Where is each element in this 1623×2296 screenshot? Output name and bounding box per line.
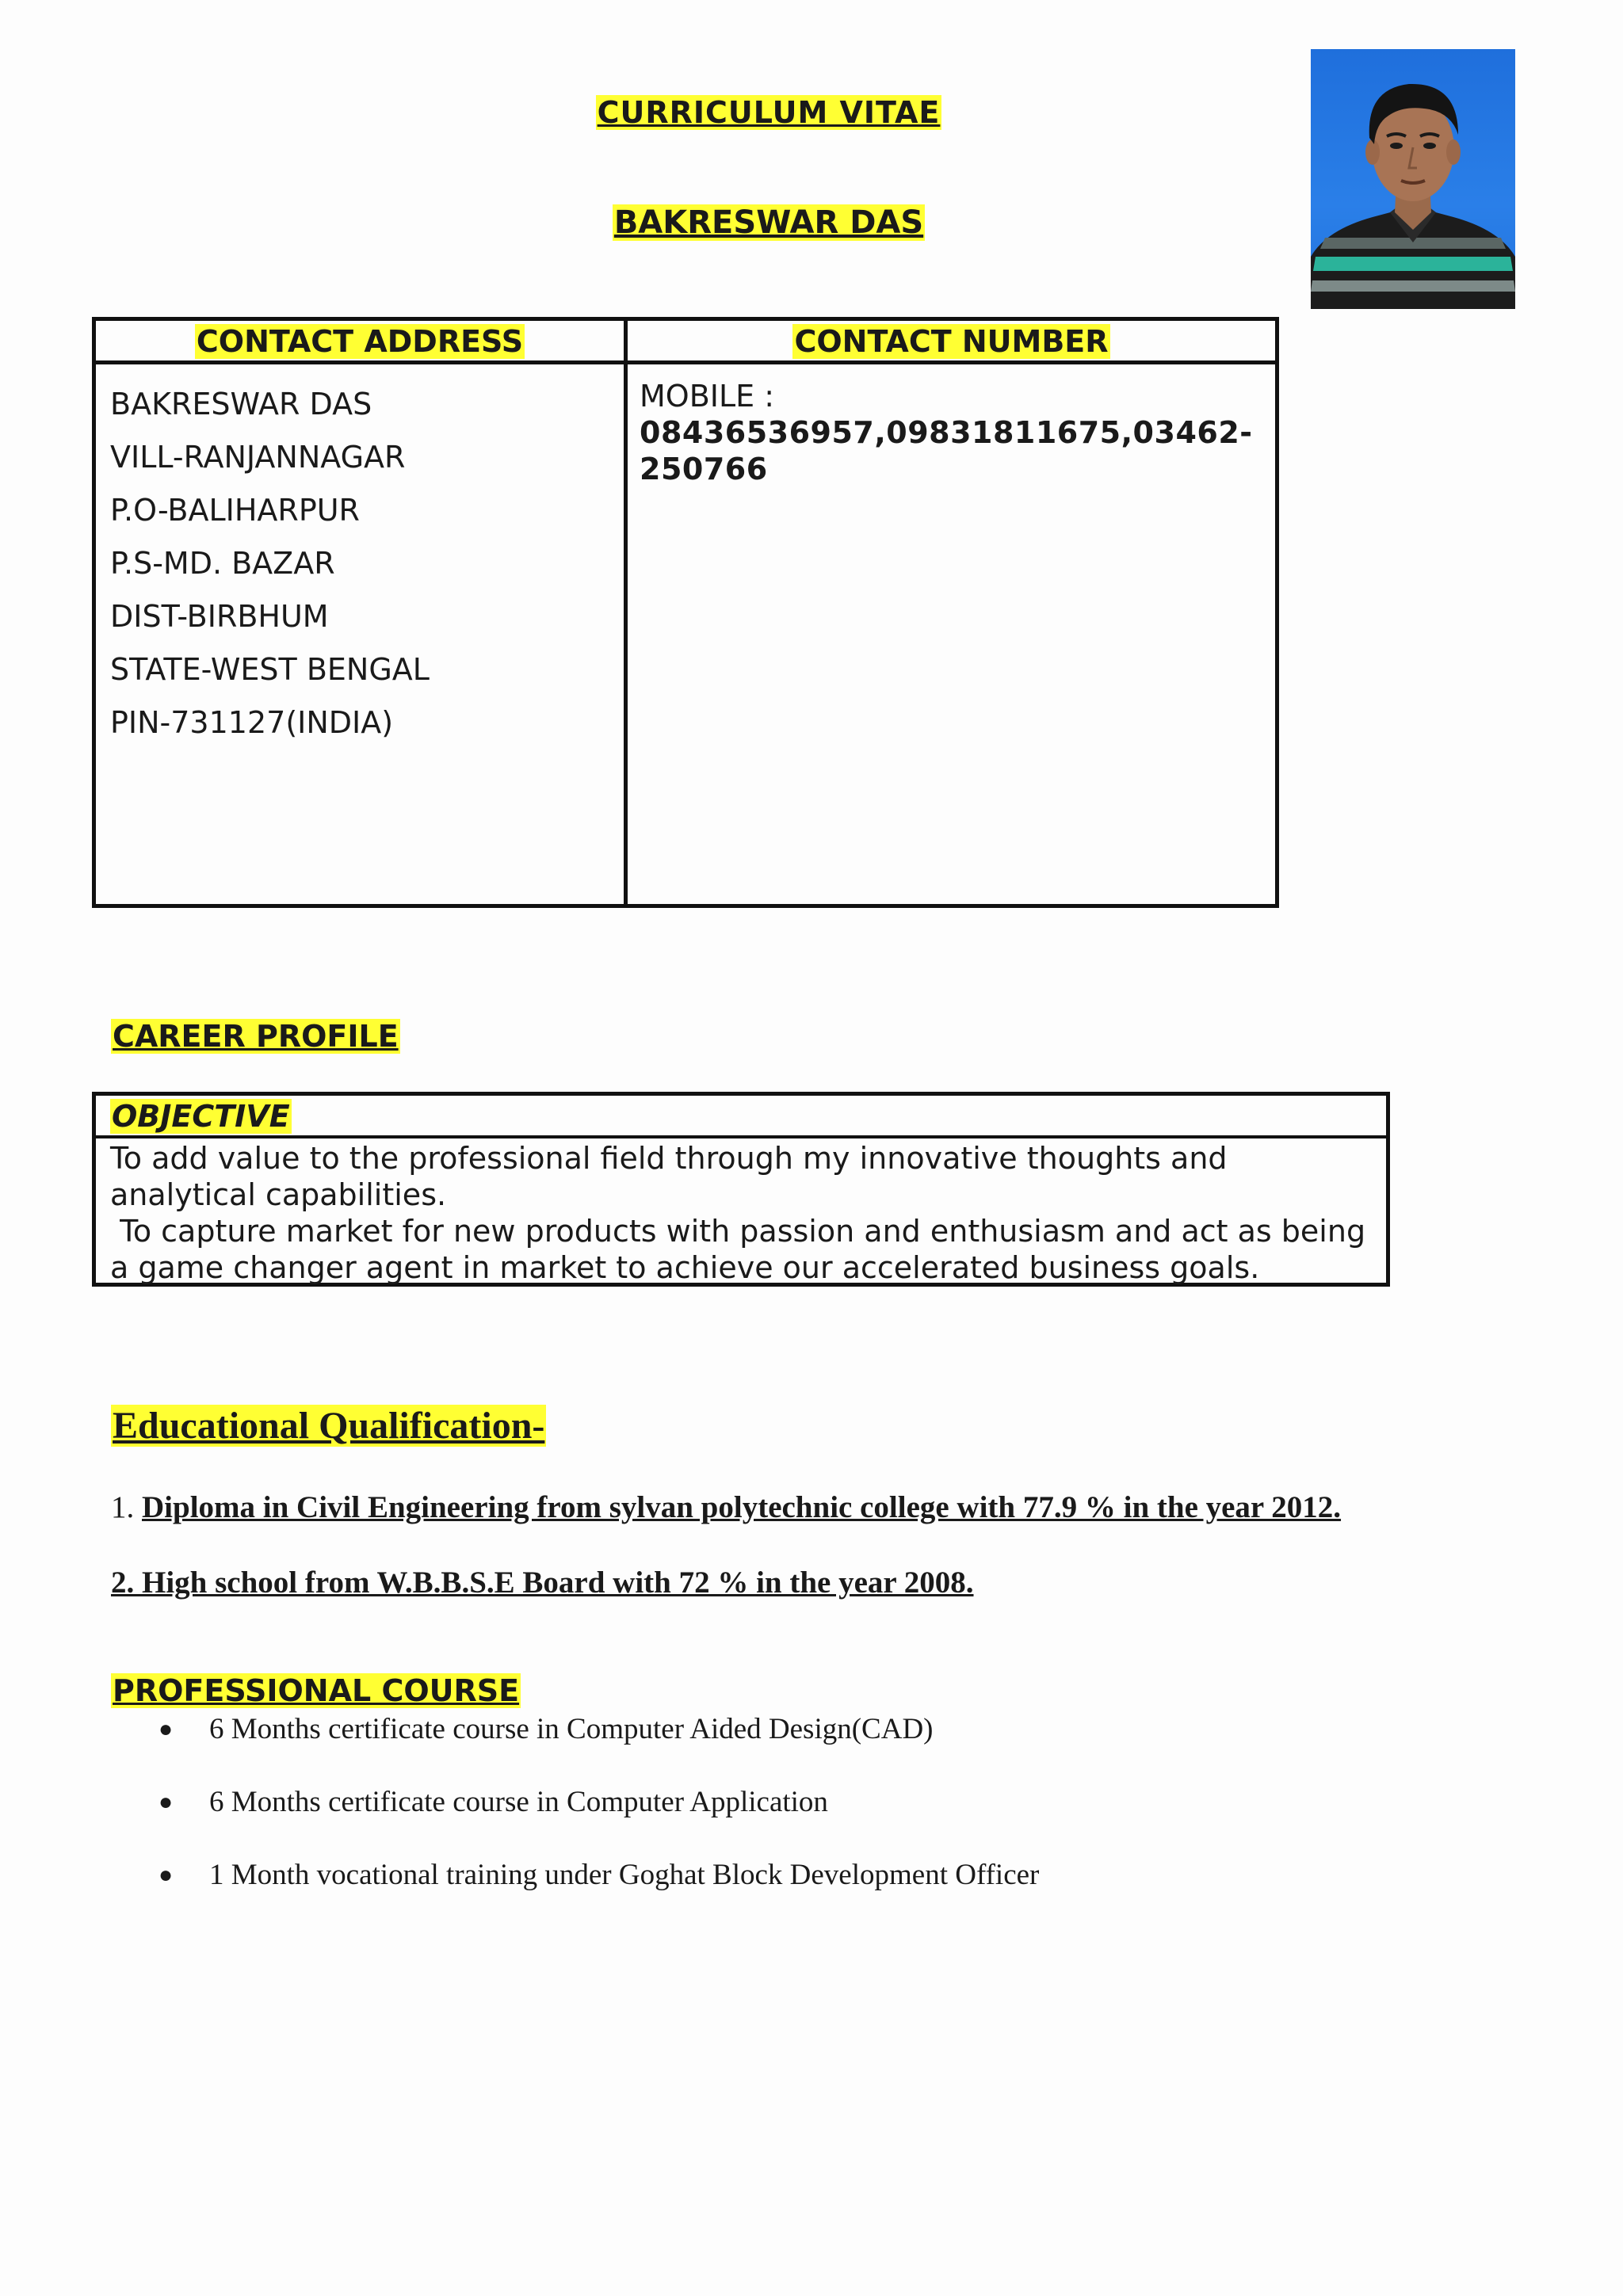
list-item <box>158 1857 1039 1930</box>
professional-course-list <box>158 1711 1039 1930</box>
mobile-numbers-line: 250766 <box>640 452 768 486</box>
mobile-numbers-line: 08436536957,09831811675,03462- <box>640 415 1253 450</box>
address-line: VILL-RANJANNAGAR <box>110 440 406 475</box>
address-line: P.S-MD. BAZAR <box>110 546 335 581</box>
list-item <box>158 1711 1039 1784</box>
objective-label: OBJECTIVE <box>112 1099 290 1134</box>
address-line: BAKRESWAR DAS <box>110 387 372 421</box>
education-item-text: 2. High school from W.B.B.S.E Board with 72 % in the year 2008. <box>111 1566 974 1600</box>
career-profile-heading: CAREER PROFILE <box>113 1019 399 1054</box>
education-item <box>111 1565 974 1600</box>
education-item-number: 1. <box>111 1490 142 1524</box>
bullet-icon: ● <box>158 1862 174 1888</box>
objective-line: To add value to the professional field through my innovative thoughts and <box>110 1141 1228 1176</box>
table-divider <box>624 321 628 904</box>
bullet-icon: ● <box>158 1716 174 1742</box>
education-item-text: Diploma in Civil Engineering from sylvan polytechnic college with 77.9 % in the year 2012. <box>142 1490 1342 1524</box>
contact-address <box>110 378 430 749</box>
person-portrait-icon <box>1311 49 1515 309</box>
objective-line: a game changer agent in market to achieve our accelerated business goals. <box>110 1250 1260 1285</box>
professional-course-heading: PROFESSIONAL COURSE <box>113 1673 520 1708</box>
objective-box <box>92 1092 1390 1287</box>
objective-line: analytical capabilities. <box>110 1177 447 1212</box>
course-text: 6 Months certificate course in Computer Aided Design(CAD) <box>209 1713 934 1745</box>
list-item <box>158 1784 1039 1857</box>
objective-text <box>110 1140 1373 1286</box>
address-line: P.O-BALIHARPUR <box>110 493 360 528</box>
course-text: 6 Months certificate course in Computer Application <box>209 1786 828 1818</box>
mobile-numbers <box>640 414 1266 487</box>
contact-table <box>92 317 1279 908</box>
objective-line: To capture market for new products with passion and enthusiasm and act as being <box>110 1214 1366 1249</box>
course-text: 1 Month vocational training under Goghat Block Development Officer <box>209 1859 1040 1891</box>
education-item <box>111 1489 1341 1525</box>
address-line: PIN-731127(INDIA) <box>110 705 394 740</box>
table-divider <box>96 1135 1386 1138</box>
address-line: DIST-BIRBHUM <box>110 599 329 634</box>
contact-number <box>640 378 1266 487</box>
candidate-photo <box>1311 49 1515 309</box>
address-line: STATE-WEST BENGAL <box>110 652 430 687</box>
candidate-name: BAKRESWAR DAS <box>613 204 924 241</box>
contact-number-header: CONTACT NUMBER <box>794 324 1109 359</box>
education-heading: Educational Qualification- <box>113 1405 545 1447</box>
contact-address-header: CONTACT ADDRESS <box>196 324 524 359</box>
bullet-icon: ● <box>158 1789 174 1815</box>
table-divider <box>96 360 1275 364</box>
mobile-label: MOBILE : <box>640 379 775 414</box>
document-title: CURRICULUM VITAE <box>597 95 941 130</box>
